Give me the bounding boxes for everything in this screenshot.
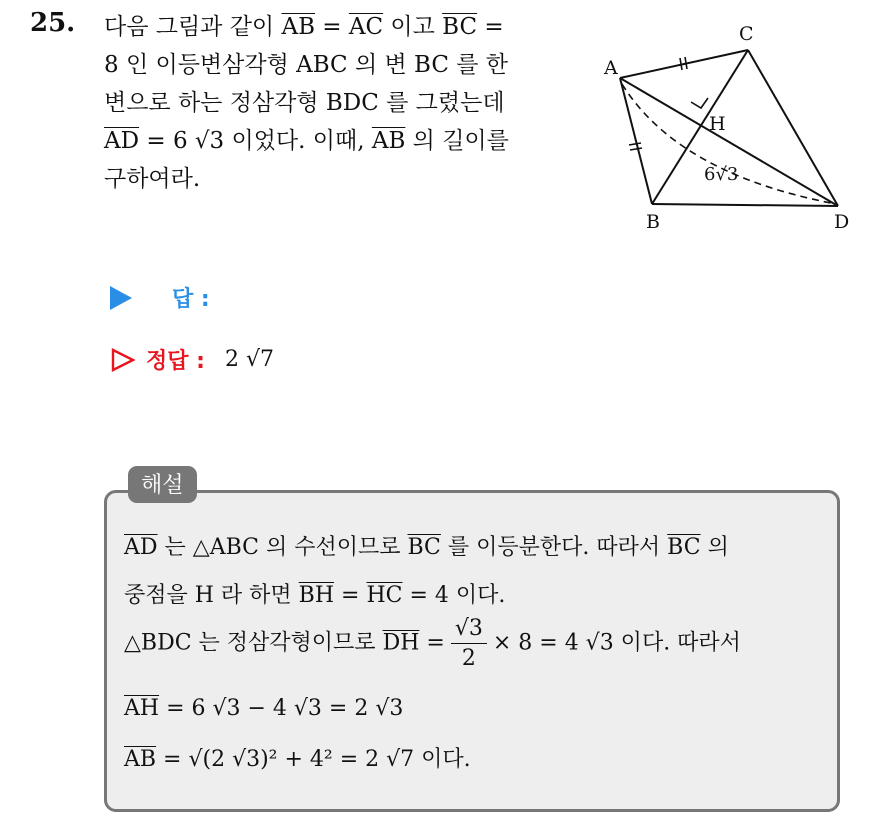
text-run: 이고 [383, 14, 443, 40]
tick-mark-ac [685, 57, 687, 69]
segment-symbol: $\overline{BC}$ [407, 535, 441, 560]
label-c: C [739, 23, 754, 45]
answer-row [110, 282, 210, 313]
text-run: = 6 √3 − 4 √3 = 2 √3 [159, 696, 404, 721]
correct-answer-value: 2 √7 [224, 347, 274, 372]
segment-symbol: $\overline{AD}$ [124, 535, 158, 560]
right-angle-mark [691, 98, 708, 108]
segment-symbol: $\overline{DH}$ [382, 630, 420, 656]
problem-line [104, 46, 590, 84]
play-triangle-icon [110, 286, 132, 310]
solution-line [124, 742, 471, 773]
outline-triangle-icon [110, 347, 136, 373]
segment-symbol: $\overline{BC}$ [442, 14, 478, 40]
label-b: B [646, 211, 660, 233]
fraction-denominator: 2 [461, 646, 476, 671]
text-run: = [334, 583, 367, 608]
solution-line [124, 530, 729, 561]
text-run: = 4 이다. [402, 583, 506, 608]
text-run: = [314, 14, 349, 40]
label-h: H [709, 113, 726, 135]
text-run: = [419, 630, 445, 656]
correct-answer-row [110, 344, 274, 375]
text-run: = √(2 √3)² + 4² = 2 √7 이다. [156, 747, 471, 772]
text-run: 중점을 H 라 하면 [124, 583, 299, 608]
answer-label: 답 : [172, 287, 210, 312]
geometry-figure [598, 14, 856, 238]
segment-symbol: $\overline{AH}$ [124, 696, 160, 721]
text-run: 변으로 하는 정삼각형 BDC 를 그렸는데 [104, 90, 505, 116]
solution-segment [493, 631, 741, 656]
solution-line [124, 616, 741, 671]
text-run: 의 [700, 535, 729, 560]
segment-ac [620, 50, 748, 78]
segment-ad [620, 78, 838, 206]
text-run: 를 이등분한다. 따라서 [440, 535, 668, 560]
solution-segment [124, 631, 445, 656]
tick-mark-ac [680, 58, 682, 70]
segment-bd [652, 204, 838, 206]
label-ad-length: 6√3 [704, 164, 739, 185]
text-run: = 6 √3 이었다. 이때, [139, 128, 372, 154]
text-run: 8 인 이등변삼각형 ABC 의 변 BC 를 한 [104, 52, 508, 78]
label-a: A [604, 57, 618, 79]
tick-mark-ab [629, 143, 641, 145]
problem-line [104, 122, 590, 160]
problem-line [104, 8, 590, 46]
fraction [451, 616, 487, 671]
problem-number: 25. [30, 8, 76, 38]
segment-symbol: $\overline{BH}$ [298, 583, 335, 608]
solution-tag: 해설 [128, 466, 197, 503]
text-run: × 8 = 4 √3 이다. 따라서 [492, 630, 741, 656]
segment-symbol: $\overline{AD}$ [104, 128, 140, 154]
segment-symbol: $\overline{HC}$ [366, 583, 403, 608]
solution-line [124, 578, 505, 609]
segment-symbol: $\overline{AB}$ [281, 14, 315, 40]
problem-line [104, 84, 590, 122]
text-run: 는 △ABC 의 수선이므로 [157, 535, 408, 560]
text-run: 의 길이를 [405, 128, 509, 154]
segment-symbol: $\overline{AC}$ [348, 14, 384, 40]
tick-mark-ab [630, 148, 642, 150]
segment-ab [620, 78, 652, 204]
text-run: 다음 그림과 같이 [104, 14, 282, 40]
segment-symbol: $\overline{AB}$ [371, 128, 406, 154]
segment-cd [748, 50, 838, 206]
label-d: D [834, 211, 850, 233]
solution-line [124, 696, 403, 721]
text-run: △BDC 는 정삼각형이므로 [124, 630, 383, 656]
text-run: = [477, 14, 504, 40]
segment-symbol: $\overline{AB}$ [124, 747, 157, 772]
correct-answer-label: 정답 : [146, 349, 205, 374]
problem-text [104, 8, 590, 198]
problem-line [104, 160, 590, 198]
fraction-numerator: √3 [451, 616, 487, 644]
segment-symbol: $\overline{BC}$ [667, 535, 701, 560]
text-run: 구하여라. [104, 166, 201, 192]
